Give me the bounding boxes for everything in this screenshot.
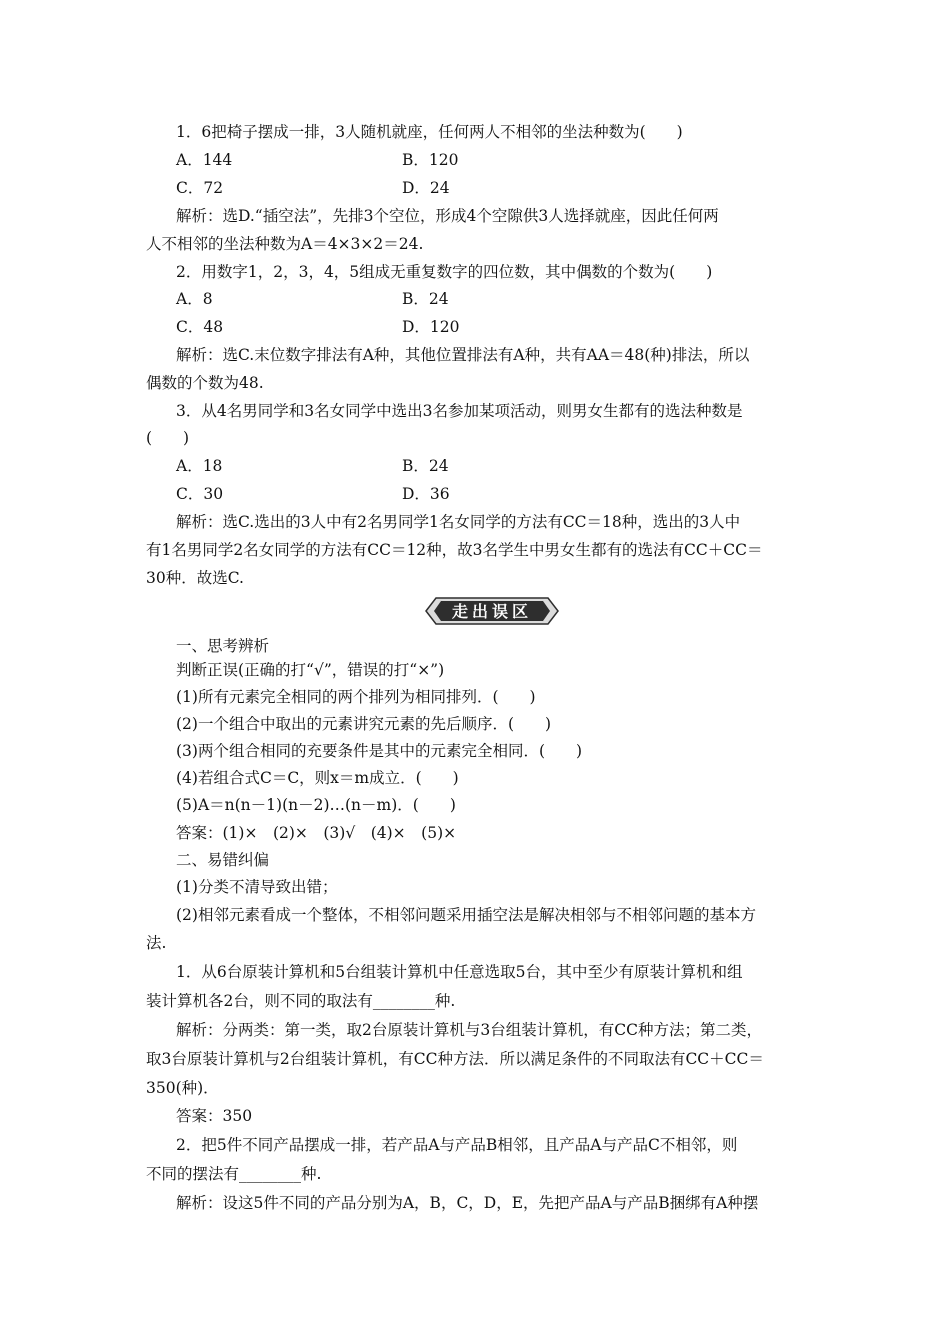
- q3-stem-line-1: 3．从4名男同学和3名女同学中选出3名参加某项活动，则男女生都有的选法种数是: [176, 402, 743, 420]
- q2-stem: 2．用数字1，2，3，4，5组成无重复数字的四位数，其中偶数的个数为( ): [176, 263, 713, 281]
- error-item-1: (1)分类不清导致出错；: [176, 878, 338, 896]
- q1-option-b: B．120: [402, 151, 459, 169]
- p1-stem-line-2: 装计算机各2台，则不同的取法有________种.: [146, 992, 456, 1010]
- judge-intro: 判断正误(正确的打“√”，错误的打“×”): [176, 661, 445, 679]
- q3-solution-line-2: 有1名男同学2名女同学的方法有CC＝12种，故3名学生中男女生都有的选法有CC＋CC＝: [146, 541, 763, 559]
- judge-item-5: (5)A＝n(n－1)(n－2)…(n－m)．( ): [176, 796, 456, 814]
- judge-item-2: (2)一个组合中取出的元素讲究元素的先后顺序．( ): [176, 715, 552, 733]
- judge-item-3: (3)两个组合相同的充要条件是其中的元素完全相同．( ): [176, 742, 583, 760]
- banner-title: 走出误区: [451, 602, 533, 621]
- error-item-2-line-1: (2)相邻元素看成一个整体，不相邻问题采用插空法是解决相邻与不相邻问题的基本方: [176, 906, 756, 924]
- error-item-2-line-2: 法.: [146, 934, 167, 952]
- p1-answer: 答案：350: [176, 1107, 253, 1125]
- q2-solution-line-1: 解析：选C.末位数字排法有A种，其他位置排法有A种，共有AA＝48(种)排法，所以: [176, 346, 750, 364]
- q2-option-a: A．8: [176, 290, 213, 308]
- p1-stem-line-1: 1．从6台原装计算机和5台组装计算机中任意选取5台，其中至少有原装计算机和组: [176, 963, 743, 981]
- q1-option-d: D．24: [402, 179, 450, 197]
- p2-solution-line-1: 解析：设这5件不同的产品分别为A，B，C，D，E，先把产品A与产品B捆绑有A种摆: [176, 1194, 759, 1212]
- judge-answers: 答案：(1)× (2)× (3)√ (4)× (5)×: [176, 824, 457, 842]
- p1-solution-line-1: 解析：分两类：第一类，取2台原装计算机与3台组装计算机，有CC种方法；第二类，: [176, 1021, 762, 1039]
- q3-solution-line-3: 30种．故选C.: [146, 569, 244, 587]
- q3-solution-line-1: 解析：选C.选出的3人中有2名男同学1名女同学的方法有CC＝18种，选出的3人中: [176, 513, 741, 531]
- p1-solution-line-2: 取3台原装计算机与2台组装计算机，有CC种方法．所以满足条件的不同取法有CC＋CC＝: [146, 1050, 764, 1068]
- section-banner: [424, 596, 560, 626]
- p1-solution-line-3: 350(种)．: [146, 1079, 219, 1097]
- q1-option-a: A．144: [176, 151, 233, 169]
- section-heading-reflect: 一、思考辨析: [176, 637, 270, 655]
- judge-item-1: (1)所有元素完全相同的两个排列为相同排列．( ): [176, 688, 536, 706]
- q1-option-c: C．72: [176, 179, 224, 197]
- q1-solution-line-2: 人不相邻的坐法种数为A＝4×3×2＝24.: [146, 235, 424, 253]
- q2-option-d: D．120: [402, 318, 460, 336]
- q3-option-c: C．30: [176, 485, 224, 503]
- p2-stem-line-1: 2．把5件不同产品摆成一排，若产品A与产品B相邻，且产品A与产品C不相邻，则: [176, 1136, 738, 1154]
- judge-item-4: (4)若组合式C＝C，则x＝m成立．( ): [176, 769, 459, 787]
- q2-solution-line-2: 偶数的个数为48.: [146, 374, 264, 392]
- q3-option-d: D．36: [402, 485, 450, 503]
- q3-stem-line-2: ( ): [146, 429, 190, 447]
- p2-stem-line-2: 不同的摆法有________种.: [146, 1165, 322, 1183]
- q1-stem: 1．6把椅子摆成一排，3人随机就座，任何两人不相邻的坐法种数为( ): [176, 123, 683, 141]
- banner-shape: [424, 596, 560, 626]
- q3-option-b: B．24: [402, 457, 449, 475]
- q2-option-c: C．48: [176, 318, 224, 336]
- section-heading-errors: 二、易错纠偏: [176, 851, 270, 869]
- q2-option-b: B．24: [402, 290, 449, 308]
- q3-option-a: A．18: [176, 457, 223, 475]
- q1-solution-line-1: 解析：选D.“插空法”，先排3个空位，形成4个空隙供3人选择就座，因此任何两: [176, 207, 719, 225]
